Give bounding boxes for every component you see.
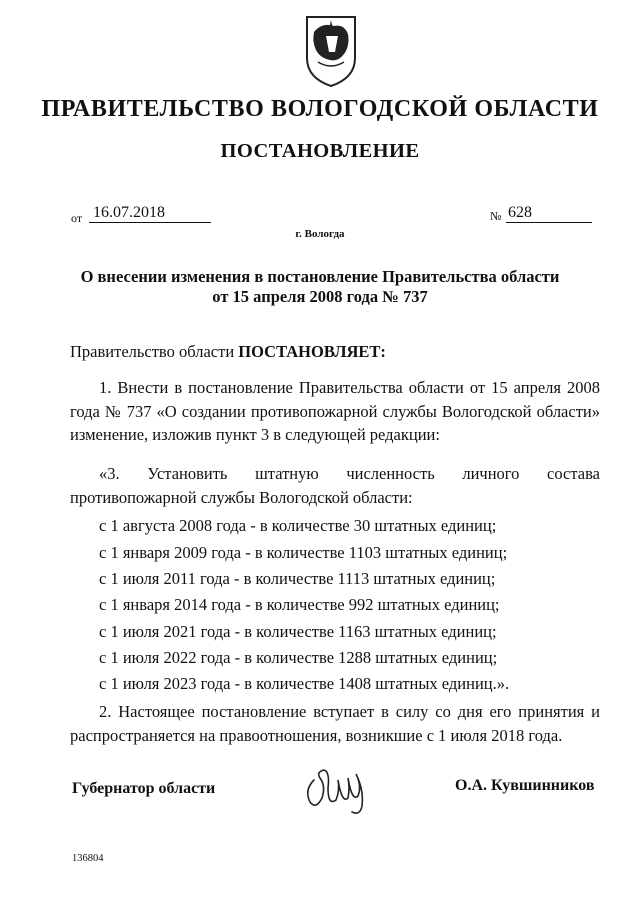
document-number: 628 bbox=[506, 203, 592, 223]
number-label: № bbox=[490, 209, 502, 223]
list-item: с 1 августа 2008 года - в количестве 30 штатных единиц; bbox=[99, 516, 497, 535]
list-item: с 1 июля 2021 года - в количестве 1163 штатных единиц; bbox=[99, 622, 497, 641]
document-type: ПОСТАНОВЛЕНИЕ bbox=[220, 140, 420, 162]
list-item: с 1 января 2009 года - в количестве 1103 штатных единиц; bbox=[99, 543, 508, 562]
city: г. Вологда bbox=[295, 228, 345, 240]
intro-line bbox=[70, 342, 386, 362]
coat-of-arms-icon bbox=[304, 14, 358, 88]
paragraph-1: 1. Внести в постановление Правительства области от 15 апреля 2008 года № 737 «О создании противопожарной службы Вологодской области» изменение, изложив пункт 3 в следующей редакции: bbox=[70, 378, 600, 444]
date-label: от bbox=[71, 211, 83, 225]
document-title-line2: от 15 апреля 2008 года № 737 bbox=[212, 287, 428, 306]
organization-name: ПРАВИТЕЛЬСТВО ВОЛОГОДСКОЙ ОБЛАСТИ bbox=[41, 96, 599, 122]
signature-icon bbox=[300, 760, 372, 820]
intro-prefix: Правительство области bbox=[70, 342, 239, 361]
paragraph-2: 2. Настоящее постановление вступает в силу со дня его принятия и распространяется на правоотношения, возникшие с 1 июля 2018 года. bbox=[70, 702, 600, 745]
footer-code: 136804 bbox=[72, 853, 104, 864]
list-item: с 1 июля 2023 года - в количестве 1408 штатных единиц.». bbox=[99, 674, 510, 693]
list-item: с 1 июля 2022 года - в количестве 1288 штатных единиц; bbox=[99, 648, 498, 667]
intro-bold: ПОСТАНОВЛЯЕТ: bbox=[238, 342, 386, 361]
document-date: 16.07.2018 bbox=[89, 203, 211, 223]
list-item: с 1 июля 2011 года - в количестве 1113 штатных единиц; bbox=[99, 569, 496, 588]
paragraph-point-3: «3. Установить штатную численность личного состава противопожарной службы Вологодской области: bbox=[70, 464, 600, 507]
document-title-line1: О внесении изменения в постановление Правительства области bbox=[80, 267, 560, 286]
list-item: с 1 января 2014 года - в количестве 992 штатных единиц; bbox=[99, 595, 500, 614]
signatory-title: Губернатор области bbox=[72, 780, 216, 797]
signatory-name: О.А. Кувшинников bbox=[455, 777, 595, 794]
